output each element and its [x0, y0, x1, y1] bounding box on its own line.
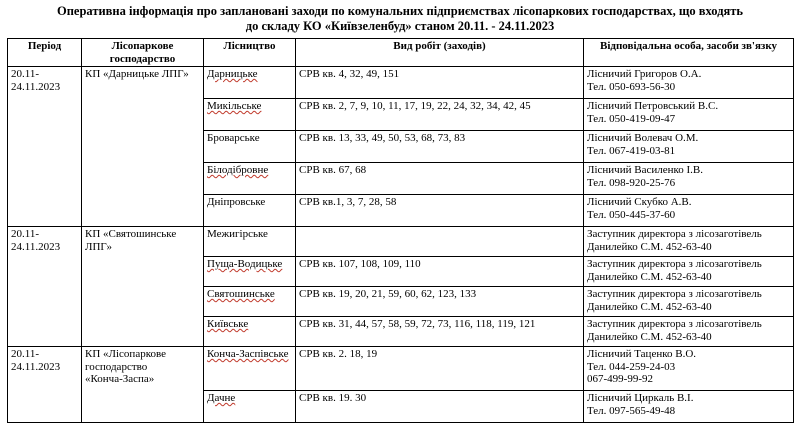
enterprise-line: господарство	[85, 360, 148, 373]
period-line: 24.11.2023	[11, 360, 61, 373]
responsible-cell	[584, 195, 794, 227]
forestry-cell	[204, 67, 296, 99]
responsible-line: Тел. 044-259-24-03	[587, 360, 676, 373]
schedule-table	[7, 38, 794, 423]
enterprise-line: ЛПГ»	[85, 240, 112, 253]
works-cell: СРВ кв. 107, 108, 109, 110	[296, 257, 584, 287]
responsible-line: Тел. 067-419-03-81	[587, 144, 676, 157]
header-works: Вид робіт (заходів)	[296, 39, 584, 67]
forestry-cell	[204, 391, 296, 423]
forestry-cell	[204, 347, 296, 391]
enterprise-cell	[82, 227, 204, 347]
responsible-line: Лісничий Григоров О.А.	[587, 68, 702, 80]
document-title	[0, 4, 800, 34]
forestry-name: Святошинське	[207, 288, 275, 300]
forestry-cell	[204, 163, 296, 195]
forestry-name: Броварське	[207, 132, 260, 144]
responsible-line: Тел. 097-565-49-48	[587, 404, 676, 417]
responsible-line: Лісничий Волевач О.М.	[587, 132, 699, 144]
enterprise-cell	[82, 347, 204, 423]
forestry-cell	[204, 287, 296, 317]
period-cell	[8, 227, 82, 347]
period-cell	[8, 347, 82, 423]
responsible-line: Данилейко С.М. 452-63-40	[587, 300, 712, 313]
responsible-line: 067-499-99-92	[587, 373, 653, 385]
responsible-cell	[584, 257, 794, 287]
enterprise-line: «Конча-Заспа»	[85, 373, 155, 385]
forestry-name: Дарницьке	[207, 68, 258, 80]
header-period: Період	[8, 39, 82, 67]
forestry-cell	[204, 99, 296, 131]
works-cell: СРВ кв. 19, 20, 21, 59, 60, 62, 123, 133	[296, 287, 584, 317]
works-cell: СРВ кв. 67, 68	[296, 163, 584, 195]
works-cell: СРВ кв. 31, 44, 57, 58, 59, 72, 73, 116, 118, 119, 121	[296, 317, 584, 347]
responsible-line: Заступник директора з лісозаготівель	[587, 228, 762, 240]
responsible-line: Заступник директора з лісозаготівель	[587, 318, 762, 330]
period-line: 20.11-	[11, 228, 40, 240]
forestry-name: Микільське	[207, 100, 262, 112]
works-cell: СРВ кв. 2, 7, 9, 10, 11, 17, 19, 22, 24, 32, 34, 42, 45	[296, 99, 584, 131]
forestry-name: Дніпровське	[207, 196, 266, 208]
works-cell: СРВ кв. 4, 32, 49, 151	[296, 67, 584, 99]
responsible-cell	[584, 131, 794, 163]
responsible-line: Лісничий Василенко І.В.	[587, 164, 704, 176]
table-row	[8, 227, 794, 257]
responsible-line: Лісничий Таценко В.О.	[587, 348, 697, 360]
responsible-line: Тел. 050-693-56-30	[587, 80, 676, 93]
forestry-cell	[204, 257, 296, 287]
responsible-cell	[584, 227, 794, 257]
responsible-line: Лісничий Циркаль В.І.	[587, 392, 694, 404]
enterprise-line: КП «Лісопаркове	[85, 348, 166, 360]
works-cell: СРВ кв. 19. 30	[296, 391, 584, 423]
period-line: 20.11-	[11, 68, 40, 80]
forestry-cell	[204, 195, 296, 227]
works-cell: СРВ кв.1, 3, 7, 28, 58	[296, 195, 584, 227]
responsible-line: Тел. 050-419-09-47	[587, 112, 676, 125]
responsible-line: Данилейко С.М. 452-63-40	[587, 270, 712, 283]
forestry-cell	[204, 131, 296, 163]
forestry-cell	[204, 317, 296, 347]
responsible-cell	[584, 391, 794, 423]
title-line-1: Оперативна інформація про заплановані заходи по комунальних підприємствах лісопаркових господарствах, що входять	[56, 4, 744, 18]
forestry-name: Межигірське	[207, 228, 268, 240]
forestry-name: Конча-Заспівське	[207, 348, 289, 360]
table-row	[8, 67, 794, 99]
period-line: 20.11-	[11, 348, 40, 360]
responsible-cell	[584, 317, 794, 347]
period-line: 24.11.2023	[11, 240, 61, 253]
title-line-2: до складу КО «Київзеленбуд» станом 20.11. - 24.11.2023	[245, 19, 555, 33]
responsible-line: Заступник директора з лісозаготівель	[587, 258, 762, 270]
responsible-line: Лісничий Петровський В.С.	[587, 100, 719, 112]
period-line: 24.11.2023	[11, 80, 61, 93]
header-row	[8, 39, 794, 67]
table-row	[8, 347, 794, 391]
enterprise-line: КП «Святошинське	[85, 228, 177, 240]
forestry-name: Пуща-Водицьке	[207, 258, 283, 270]
responsible-line: Данилейко С.М. 452-63-40	[587, 240, 712, 253]
responsible-cell	[584, 163, 794, 195]
enterprise-line: КП «Дарницьке ЛПГ»	[85, 68, 189, 80]
works-cell: СРВ кв. 2. 18, 19	[296, 347, 584, 391]
works-cell	[296, 227, 584, 257]
period-cell	[8, 67, 82, 227]
enterprise-cell	[82, 67, 204, 227]
responsible-line: Лісничий Скубко А.В.	[587, 196, 692, 208]
forestry-name: Білодібровне	[207, 164, 269, 176]
responsible-line: Заступник директора з лісозаготівель	[587, 288, 762, 300]
responsible-line: Данилейко С.М. 452-63-40	[587, 330, 712, 343]
responsible-cell	[584, 347, 794, 391]
responsible-cell	[584, 67, 794, 99]
forestry-cell	[204, 227, 296, 257]
forestry-name: Дачне	[207, 392, 236, 404]
header-responsible: Відповідальна особа, засоби зв'язку	[584, 39, 794, 67]
responsible-cell	[584, 99, 794, 131]
responsible-line: Тел. 098-920-25-76	[587, 176, 676, 189]
header-forestry: Лісництво	[204, 39, 296, 67]
works-cell: СРВ кв. 13, 33, 49, 50, 53, 68, 73, 83	[296, 131, 584, 163]
forestry-name: Київське	[207, 318, 249, 330]
responsible-cell	[584, 287, 794, 317]
responsible-line: Тел. 050-445-37-60	[587, 208, 676, 221]
header-enterprise: Лісопаркове господарство	[82, 39, 204, 67]
